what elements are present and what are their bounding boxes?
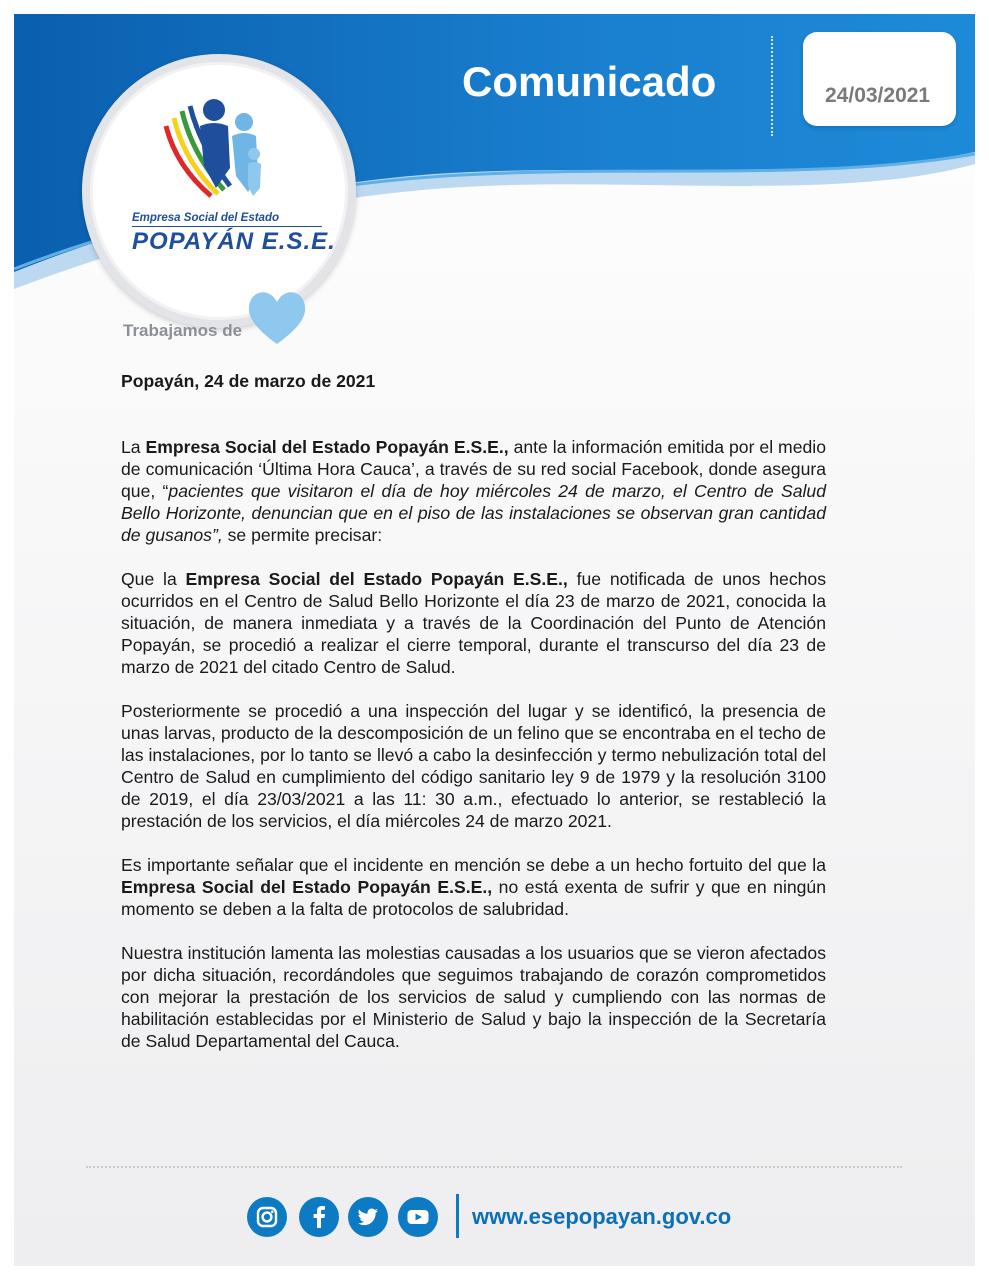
instagram-icon[interactable]: [247, 1197, 287, 1237]
place-date: Popayán, 24 de marzo de 2021: [121, 371, 376, 391]
youtube-icon[interactable]: [398, 1197, 438, 1237]
family-logo-icon: [156, 96, 276, 206]
document-sheet: [14, 14, 975, 1266]
heart-icon: [244, 286, 310, 348]
website-link[interactable]: www.esepopayan.gov.co: [472, 1204, 732, 1229]
logo-company-line: Empresa Social del Estado: [132, 212, 322, 227]
footer-divider: [86, 1166, 902, 1168]
paragraph-2: Que la Empresa Social del Estado Popayán E.S.E., fue notificada de unos hechos ocurridos en el Centro de Salud Bello Horizonte el día 23 de marzo de 2021, conocida la situación, de manera inmediata y a través de la Coordinación del Punto de Atención Popayán, se procedió a realizar el cierre temporal, durante el transcurso del día 23 de marzo de 2021 del citado Centro de Salud.: [121, 569, 826, 677]
header-divider: [771, 36, 773, 136]
paragraph-3: Posteriormente se procedió a una inspección del lugar y se identificó, la presencia de unas larvas, producto de la descomposición de un felino que se encontraba en el techo de las instalaciones, por lo tanto se llevó a cabo la desinfección y termo nebulización total del Centro de Salud en cumplimiento del código sanitario ley 9 de 1979 y la resolución 3100 de 2019, el día 23/03/2021 a las 11: 30 a.m., efectuado lo anterior, se restableció la prestación de los servicios, el día miércoles 24 de marzo 2021.: [121, 701, 826, 831]
date-text: 24/03/2021: [825, 84, 931, 107]
date-badge: [803, 32, 956, 126]
logo-company-name: POPAYÁN E.S.E.: [132, 228, 336, 255]
document-title: Comunicado: [462, 58, 717, 105]
paragraph-4: Es importante señalar que el incidente en mención se debe a un hecho fortuito del que la Empresa Social del Estado Popayán E.S.E., no está exenta de sufrir y que en ningún momento se deben a la falta de protocolos de salubridad.: [121, 855, 826, 919]
twitter-icon[interactable]: [348, 1197, 388, 1237]
slogan-text: Trabajamos de: [123, 321, 243, 340]
letter-body: [121, 370, 826, 1074]
paragraph-1: La Empresa Social del Estado Popayán E.S.E., ante la información emitida por el medio de comunicación ‘Última Hora Cauca’, a través de su red social Facebook, donde asegura que, “pacientes que visitaron el día de hoy miércoles 24 de marzo, el Centro de Salud Bello Horizonte, denuncian que en el piso de las instalaciones se observan gran cantidad de gusanos”, se permite precisar:: [121, 437, 826, 545]
facebook-icon[interactable]: [299, 1197, 339, 1237]
paragraph-5: Nuestra institución lamenta las molestias causadas a los usuarios que se vieron afectados por dicha situación, recordándoles que seguimos trabajando de corazón comprometidos con mejorar la prestación de los servicios de salud y cumpliendo con las normas de habilitación establecidas por el Ministerio de Salud y bajo la inspección de la Secretaría de Salud Departamental del Cauca.: [121, 943, 826, 1051]
footer-separator: [456, 1194, 459, 1238]
